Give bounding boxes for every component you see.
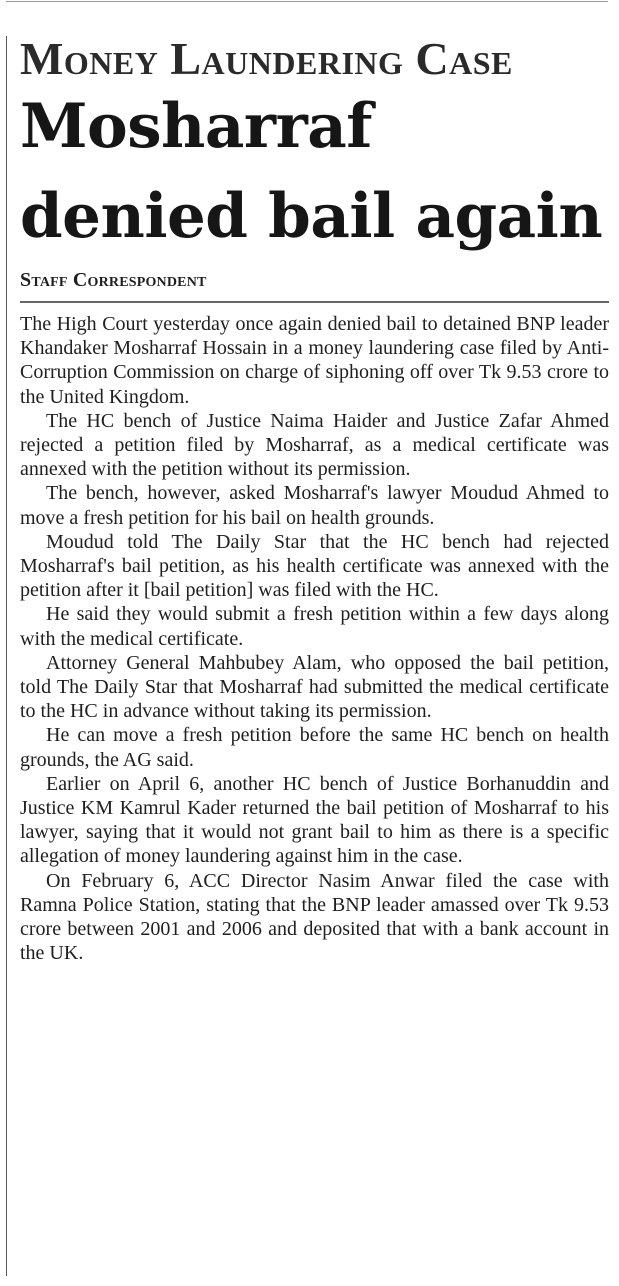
byline-divider bbox=[20, 301, 609, 303]
paragraph: The HC bench of Justice Naima Haider and Justice Zafar Ahmed rejected a petition filed by Mosharraf, as a medical certificate was annexed with the petition without its permission. bbox=[20, 409, 609, 481]
paragraph: Moudud told The Daily Star that the HC bench had rejected Mosharraf's bail petition, as his health certificate was annexed with the petition after it [bail petition] was filed with the HC. bbox=[20, 530, 609, 602]
paragraph: He said they would submit a fresh petition within a few days along with the medical certificate. bbox=[20, 603, 609, 650]
paragraph: Earlier on April 6, another HC bench of Justice Borhanuddin and Justice KM Kamrul Kader returned the bail petition of Mosharraf to his lawyer, saying that it would not grant bail to him as there is a specific allegation of money laundering against him in the case. bbox=[20, 772, 609, 868]
article-kicker: Money Laundering Case bbox=[20, 33, 513, 84]
news-article bbox=[20, 33, 610, 965]
paragraph: On February 6, ACC Director Nasim Anwar filed the case with Ramna Police Station, stating that the BNP leader amassed over Tk 9.53 crore between 2001 and 2006 and deposited that with a bank account in the UK. bbox=[20, 869, 609, 965]
top-rule bbox=[6, 1, 608, 2]
article-body bbox=[20, 312, 609, 965]
paragraph: The bench, however, asked Mosharraf's lawyer Moudud Ahmed to move a fresh petition for his bail on health grounds. bbox=[20, 482, 609, 529]
paragraph: Attorney General Mahbubey Alam, who opposed the bail petition, told The Daily Star that Mosharraf had submitted the medical certificate to the HC in advance without taking its permission. bbox=[20, 651, 609, 723]
column-rule bbox=[6, 36, 7, 1276]
paragraph: He can move a fresh petition before the same HC bench on health grounds, the AG said. bbox=[20, 724, 609, 771]
article-headline: Mosharraf denied bail again bbox=[20, 91, 603, 252]
byline: Staff Correspondent bbox=[20, 269, 207, 291]
paragraph: The High Court yesterday once again denied bail to detained BNP leader Khandaker Mosharraf Hossain in a money laundering case filed by Anti-Corruption Commission on charge of siphoning off over Tk 9.53 crore to the United Kingdom. bbox=[20, 313, 609, 408]
